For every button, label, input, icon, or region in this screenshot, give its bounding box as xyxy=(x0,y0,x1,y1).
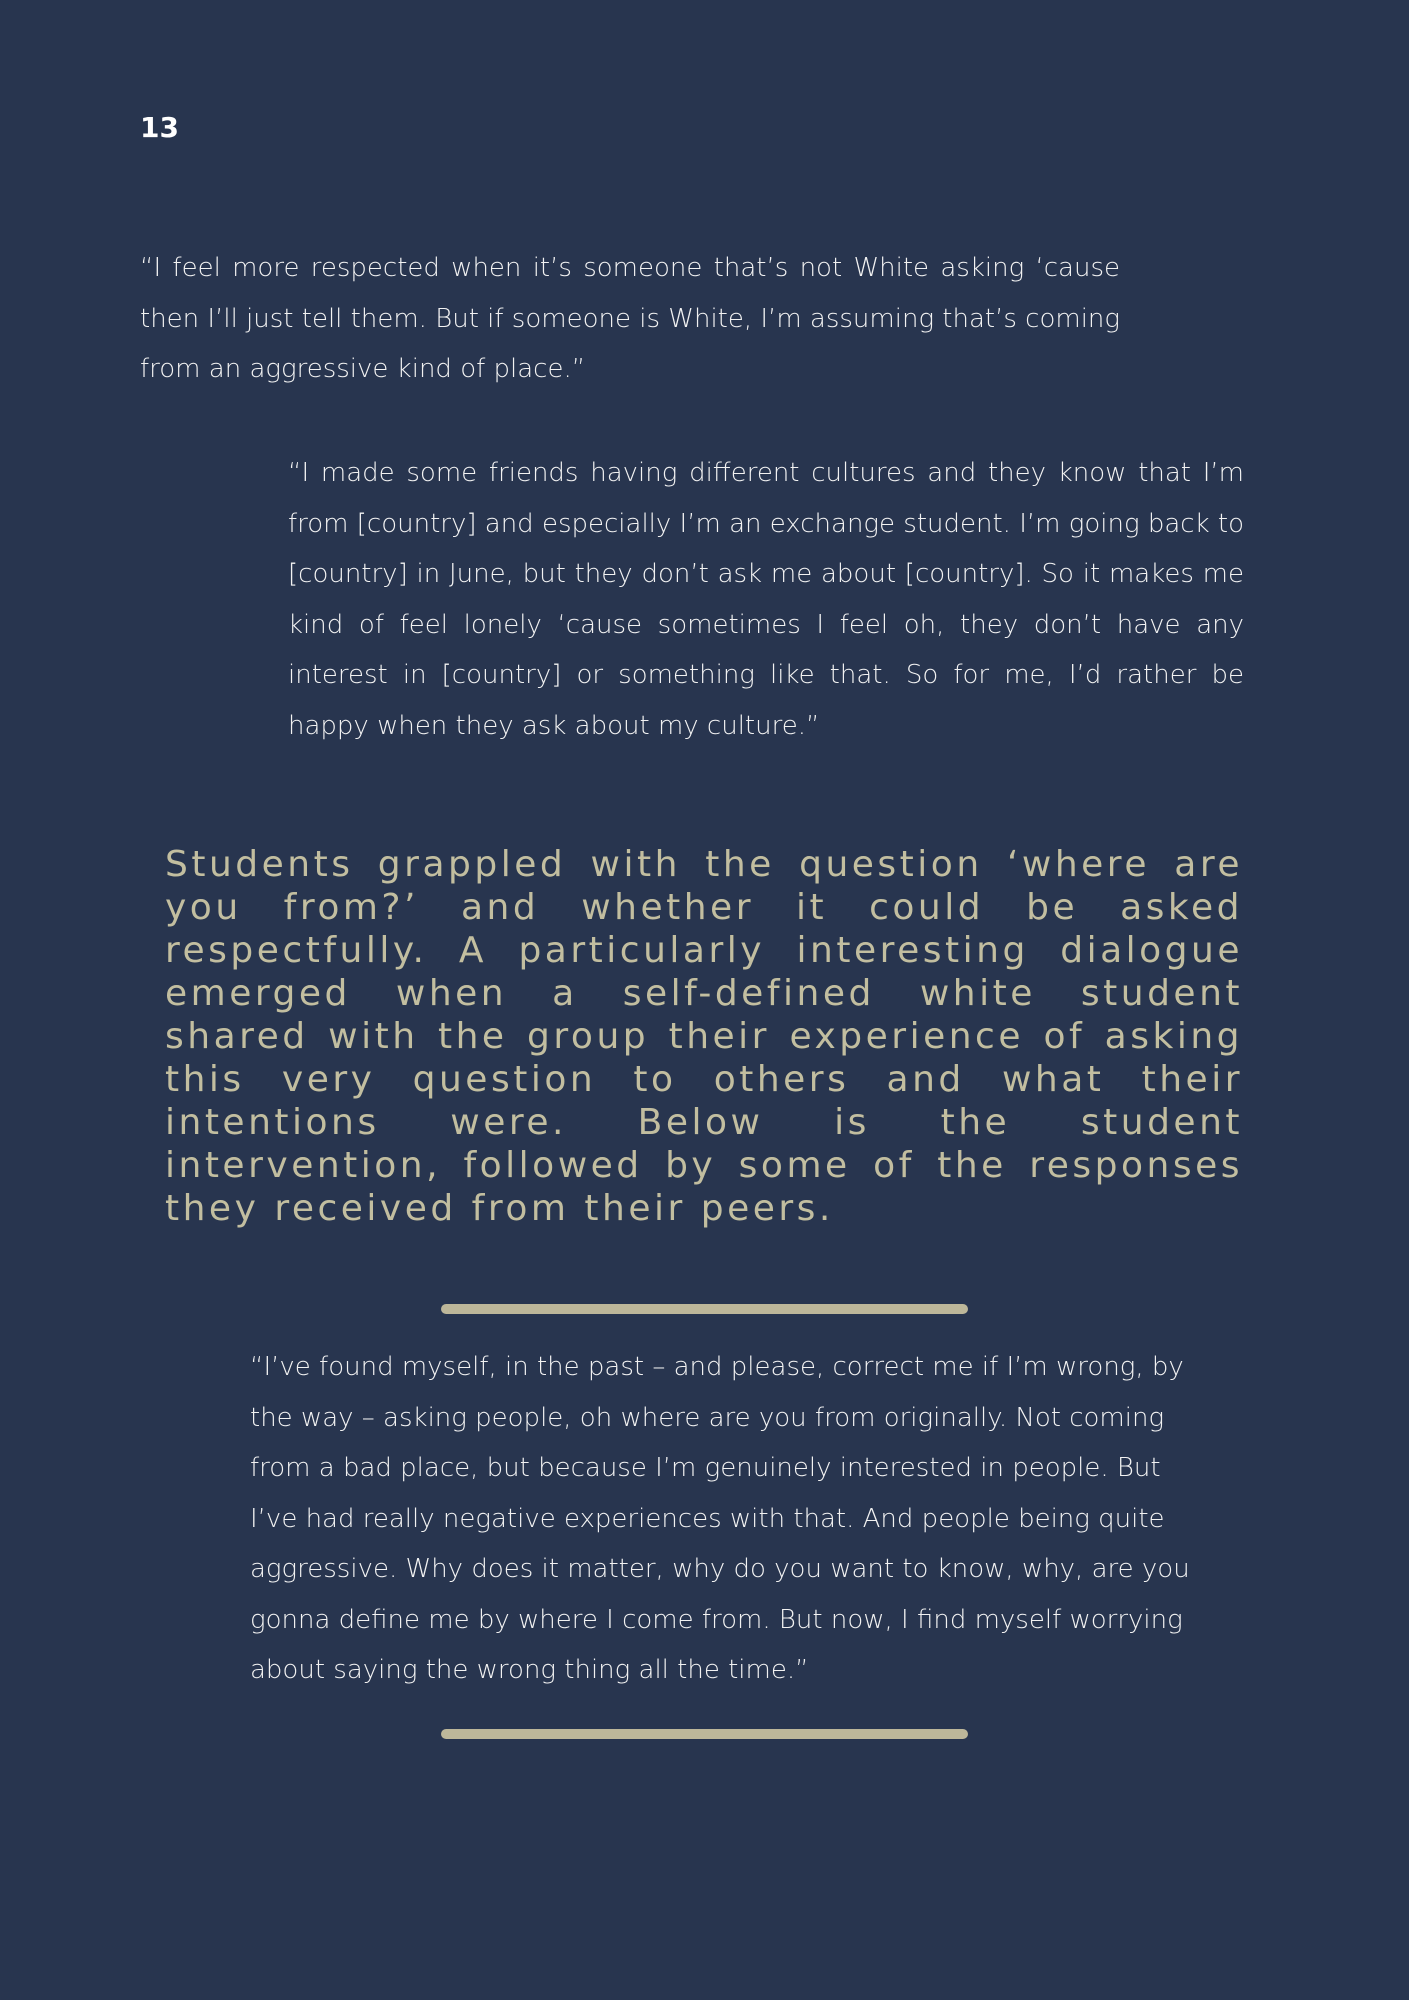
quote-divider-top xyxy=(441,1304,968,1314)
indented-quote-paragraph: “I made some friends having different cultures and they know that I’m from [country] and especially I’m an exchange student. I’m going back to [country] in June, but they don’t ask me about [country]. So it makes me kind of feel lonely ‘cause sometimes I feel oh, they don’t have any interest in [country] or something like that. So for me, I’d rather be happy when they ask about my culture.” xyxy=(288,458,1244,741)
summary-paragraph: Students grappled with the question ‘where are you from?’ and whether it could be asked respectfully. A particularly interesting dialogue emerged when a self-defined white student shared with the group their experience of asking this very question to others and what their intentions were. Below is the student intervention, followed by some of the responses they received from their peers. xyxy=(165,844,1243,1229)
quote-paragraph: “I feel more respected when it’s someone that’s not White asking ‘cause then I’ll just tell them. But if someone is White, I’m assuming that’s coming from an aggressive kind of place.” xyxy=(140,253,1121,384)
page-number: 13 xyxy=(140,111,179,144)
featured-quote: “I’ve found myself, in the past – and please, correct me if I’m wrong, by the way – asking people, oh where are you from originally. Not coming from a bad place, but because I’m genuinely interested in people. But I’ve had really negative experiences with that. And people being quite aggressive. Why does it matter, why do you want to know, why, are you gonna define me by where I come from. But now, I find myself worrying about saying the wrong thing all the time.” xyxy=(250,1352,1190,1685)
quote-divider-bottom xyxy=(441,1729,968,1739)
